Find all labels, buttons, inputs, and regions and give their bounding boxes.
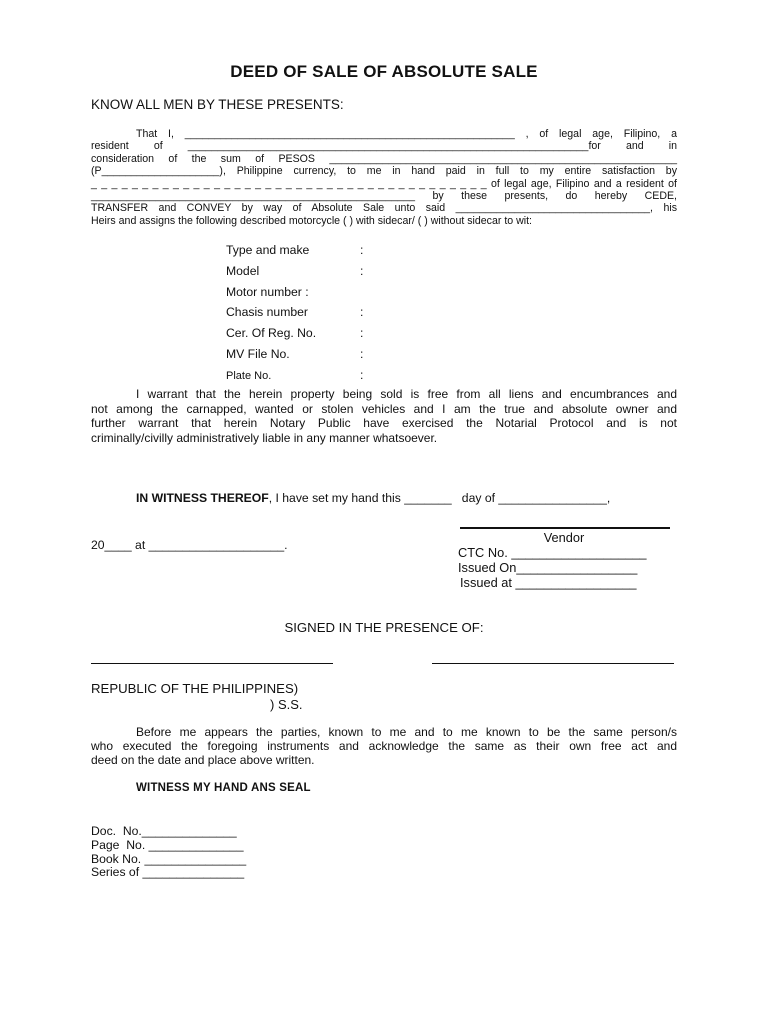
spec-colon: : xyxy=(360,305,364,320)
issued-at: Issued at _________________ xyxy=(460,575,637,590)
intro-heading: KNOW ALL MEN BY THESE PRESENTS: xyxy=(91,97,344,112)
sale-line-1: That I, ________________________________________________________ , of legal age, Filipino, a xyxy=(136,128,677,140)
spec-colon: : xyxy=(360,346,364,361)
issued-on: Issued On_________________ xyxy=(458,560,638,575)
notary-line-2: who executed the foregoing instruments and acknowledge the same as their own free act and xyxy=(91,739,677,754)
warranty-line-1: I warrant that the herein property being sold is free from all liens and encumbrances and xyxy=(136,387,677,401)
notary-line-3: deed on the date and place above written. xyxy=(91,753,315,768)
vendor-label: Vendor xyxy=(543,530,585,545)
warranty-line-2: not among the carnapped, wanted or stolen vehicles and I am the true and absolute owner and xyxy=(91,401,677,416)
warranty-line-4: criminally/civilly administratively liable in any manner whatsoever. xyxy=(91,430,438,445)
spec-colon: : xyxy=(360,263,364,278)
witness-seal-heading: WITNESS MY HAND ANS SEAL xyxy=(136,782,311,794)
warranty-line-3: further warrant that herein Notary Public have exercised the Notarial Protocol and is not xyxy=(91,416,677,431)
sale-line-3: consideration of the sum of PESOS ___________________________________________________________ xyxy=(91,152,677,165)
spec-label: Cer. Of Reg. No. xyxy=(226,326,317,341)
ctc-number: CTC No. ___________________ xyxy=(458,545,647,560)
sale-line-8: Heirs and assigns the following described motorcycle ( ) with sidecar/ ( ) without sidecar to wit: xyxy=(91,214,532,227)
warranty-paragraph xyxy=(91,387,677,445)
page-number: Page No. ______________ xyxy=(91,837,244,852)
signed-in-presence: SIGNED IN THE PRESENCE OF: xyxy=(284,620,484,635)
spec-label: Type and make xyxy=(226,243,310,257)
spec-label: Motor number : xyxy=(226,284,309,299)
series-of: Series of _______________ xyxy=(91,865,245,880)
witness-rest: , I have set my hand this _______ day of ________________, xyxy=(268,490,611,505)
republic-heading: REPUBLIC OF THE PHILIPPINES) xyxy=(91,681,299,696)
vendor-signature-line xyxy=(460,517,670,529)
sale-line-4: (P____________________), Philippine currency, to me in hand paid in full to my entire satisfaction by xyxy=(91,165,677,178)
notarial-register xyxy=(91,825,246,880)
doc-number: Doc. No.______________ xyxy=(91,824,237,838)
spec-label: Model xyxy=(226,263,260,278)
notary-line-1: Before me appears the parties, known to me and to me known to be the same person/s xyxy=(136,725,677,739)
sale-paragraph xyxy=(91,128,677,227)
spec-label: Plate No. xyxy=(226,369,272,382)
witness-signature-line-left xyxy=(91,663,333,664)
spec-label: MV File No. xyxy=(226,346,290,361)
sale-line-7: TRANSFER and CONVEY by way of Absolute Sale unto said _________________________________, his xyxy=(91,202,677,215)
sale-line-5: _ _ _ _ _ _ _ _ _ _ _ _ _ _ _ _ _ _ _ _ _ _ _ _ _ _ _ _ _ _ _ _ _ _ _ _ _ _ _ of legal age, Filipino and a resident of xyxy=(91,177,677,190)
witness-bold: IN WITNESS THEREOF xyxy=(136,490,269,505)
book-number: Book No. _______________ xyxy=(91,851,247,866)
sale-line-6: _______________________________________________________ by these presents, do hereby CEDE, xyxy=(91,190,677,203)
witness-line-2: 20____ at ____________________. xyxy=(91,537,288,552)
spec-label: Chasis number xyxy=(226,305,308,320)
ss-label: ) S.S. xyxy=(270,697,303,712)
spec-colon: : xyxy=(360,367,364,382)
spec-colon: : xyxy=(360,243,364,257)
witness-signature-line-right xyxy=(432,663,674,664)
spec-colon: : xyxy=(360,326,364,341)
document-title: DEED OF SALE OF ABSOLUTE SALE xyxy=(230,62,538,81)
notary-paragraph xyxy=(91,725,677,768)
sale-line-2: resident of ____________________________________________________________________for and in xyxy=(91,140,677,153)
